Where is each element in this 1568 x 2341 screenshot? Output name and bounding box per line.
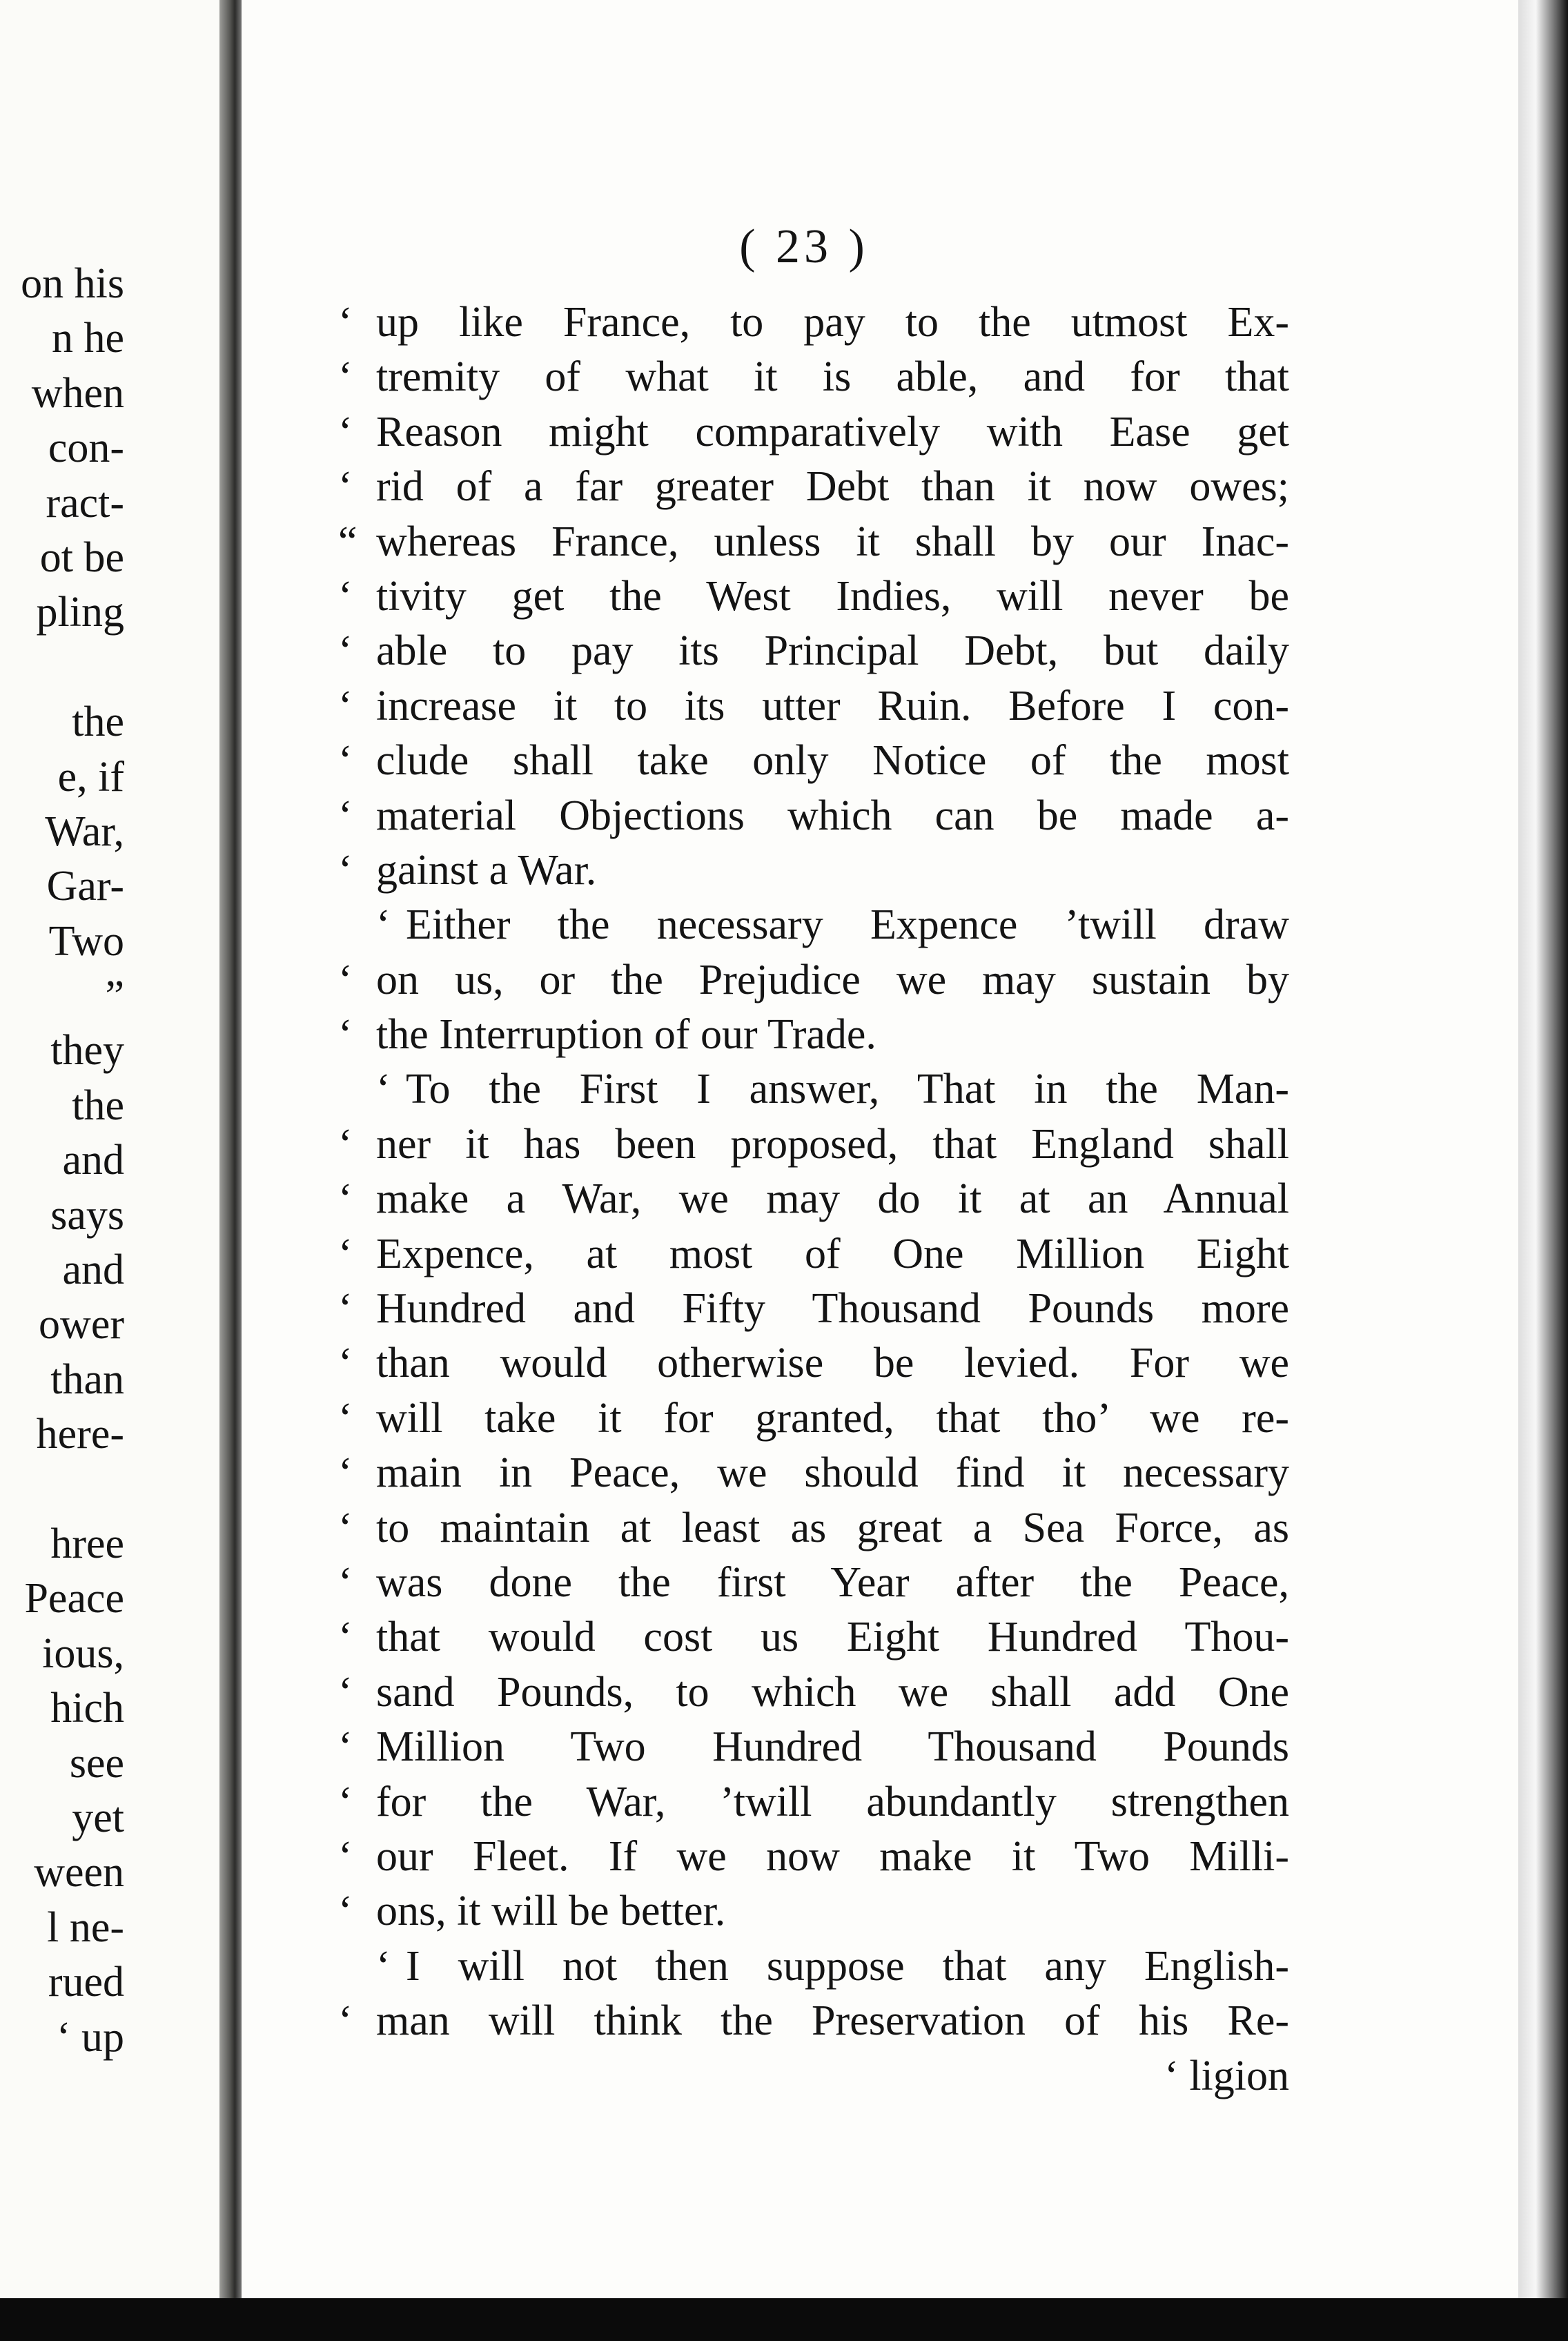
- text-line: [338, 1665, 1289, 1720]
- line-text: Expence, at most of One Million Eight: [376, 1230, 1289, 1277]
- line-text: Million Two Hundred Thousand Pounds: [376, 1723, 1289, 1771]
- quote-mark: ‘: [338, 1449, 353, 1497]
- text-line: [338, 1556, 1289, 1610]
- left-line: ”: [105, 972, 124, 1020]
- line-text: Either the necessary Expence ’twill draw: [406, 901, 1289, 949]
- quote-mark: ‘: [376, 1066, 391, 1113]
- quote-mark: ‘: [376, 1942, 391, 1990]
- quote-mark: ‘: [338, 1614, 353, 1661]
- text-line: [338, 1336, 1289, 1391]
- page-edge-shadow: [1518, 0, 1568, 2341]
- text-line: [338, 679, 1289, 734]
- line-text: I will not then suppose that any English-: [406, 1942, 1289, 1990]
- text-line: [338, 1117, 1289, 1172]
- left-line: con-: [48, 424, 124, 472]
- paragraph-start-line: [338, 1062, 1289, 1117]
- quote-mark: ‘: [338, 1340, 353, 1387]
- book-gutter: [219, 0, 242, 2305]
- left-line: Gar-: [46, 863, 124, 910]
- text-line: [338, 1610, 1289, 1665]
- text-line: [338, 405, 1289, 460]
- catchword-line: [338, 2049, 1289, 2104]
- text-line: [338, 734, 1289, 788]
- quote-mark: ‘: [338, 408, 353, 456]
- text-line: [338, 350, 1289, 404]
- line-text: tremity of what it is able, and for that: [376, 353, 1289, 401]
- left-line: rued: [48, 1959, 124, 2006]
- left-line: ract-: [46, 479, 124, 527]
- line-text: able to pay its Principal Debt, but daily: [376, 627, 1289, 675]
- left-line: War,: [45, 807, 124, 855]
- line-text: the Interruption of our Trade.: [376, 1011, 876, 1059]
- quote-mark: ‘: [338, 1230, 353, 1277]
- line-text: ons, it will be better.: [376, 1888, 726, 1935]
- left-line: yet: [72, 1794, 124, 1841]
- left-line: than: [50, 1355, 124, 1403]
- line-text: will take it for granted, that tho’ we re-: [376, 1394, 1289, 1442]
- text-line: [338, 1282, 1289, 1336]
- left-line: they: [50, 1027, 124, 1075]
- paragraph-start-line: [338, 898, 1289, 952]
- paragraph-start-line: [338, 1939, 1289, 1994]
- left-page-fragment: [0, 0, 228, 2341]
- text-line: [338, 515, 1289, 569]
- quote-mark: ‘: [338, 846, 353, 894]
- line-text: Hundred and Fifty Thousand Pounds more: [376, 1285, 1289, 1333]
- line-text: main in Peace, we should find it necessary: [376, 1449, 1289, 1497]
- scan-border: [0, 2298, 1568, 2341]
- line-text: on us, or the Prejudice we may sustain by: [376, 956, 1289, 1003]
- text-line: [338, 1391, 1289, 1446]
- left-line: when: [31, 369, 124, 417]
- quote-mark: ‘: [338, 1558, 353, 1606]
- quote-mark: ‘: [338, 572, 353, 620]
- text-line: [338, 843, 1289, 898]
- line-text: make a War, we may do it at an Annual: [376, 1175, 1289, 1223]
- text-line: [338, 569, 1289, 624]
- left-line: pling: [36, 589, 124, 636]
- left-line: [0, 1462, 124, 1517]
- quote-mark: ‘: [338, 682, 353, 729]
- quote-mark: ‘: [338, 1011, 353, 1059]
- quote-mark: ‘: [338, 737, 353, 785]
- text-line: [338, 1172, 1289, 1226]
- quote-mark: ‘: [338, 956, 353, 1003]
- line-text: that would cost us Eight Hundred Thou-: [376, 1614, 1289, 1661]
- quote-mark: ‘: [338, 463, 353, 511]
- quote-mark: ‘: [338, 1668, 353, 1716]
- line-text: To the First I answer, That in the Man-: [406, 1066, 1289, 1113]
- left-line: ween: [34, 1849, 124, 1897]
- quote-mark: ‘: [338, 627, 353, 675]
- text-line: [338, 1775, 1289, 1830]
- quote-mark: ‘: [338, 1723, 353, 1771]
- left-line: Two: [48, 917, 124, 965]
- line-text: man will think the Preservation of his Re-: [376, 1997, 1289, 2045]
- text-line: [338, 1994, 1289, 2048]
- left-line: [0, 640, 124, 695]
- left-line: e, if: [57, 753, 124, 801]
- left-line: see: [69, 1739, 124, 1787]
- left-line: n he: [51, 315, 124, 362]
- quote-mark: ‘: [338, 1504, 353, 1551]
- quote-mark: ‘: [338, 1997, 353, 2045]
- left-line: ot be: [39, 533, 124, 581]
- line-text: Reason might comparatively with Ease get: [376, 408, 1289, 456]
- line-text: whereas France, unless it shall by our Inac-: [376, 518, 1289, 565]
- left-line: hree: [50, 1520, 124, 1567]
- left-line: on his: [21, 260, 124, 307]
- text-line: [338, 953, 1289, 1008]
- text-line: [338, 1227, 1289, 1282]
- text-line: [338, 1501, 1289, 1556]
- text-line: [338, 1446, 1289, 1500]
- quote-mark: ‘: [338, 1888, 353, 1935]
- left-line: ‘ up: [56, 2013, 124, 2061]
- line-text: to maintain at least as great a Sea Force, as: [376, 1504, 1289, 1551]
- left-line: hich: [50, 1685, 124, 1732]
- left-line: the: [72, 1081, 124, 1129]
- left-line: ious,: [42, 1629, 124, 1677]
- text-line: [338, 1720, 1289, 1774]
- left-line: says: [50, 1191, 124, 1239]
- text-line: [338, 1008, 1289, 1062]
- text-line: [338, 460, 1289, 514]
- text-line: [338, 624, 1289, 678]
- page-number: ( 23 ): [739, 220, 869, 273]
- line-text: rid of a far greater Debt than it now owes;: [376, 463, 1289, 511]
- left-line: here-: [36, 1411, 124, 1458]
- left-line: the: [72, 698, 124, 746]
- left-page-text: [0, 257, 124, 2065]
- quote-mark: ‘: [338, 1175, 353, 1223]
- quote-mark: ‘: [338, 299, 353, 346]
- body-text: [338, 295, 1289, 2104]
- quote-mark: ‘: [338, 353, 353, 401]
- quote-mark: ‘: [376, 901, 391, 949]
- quote-mark: ‘: [338, 1778, 353, 1825]
- line-text: up like France, to pay to the utmost Ex-: [376, 299, 1289, 346]
- text-line: [338, 1830, 1289, 1884]
- left-line: Peace: [24, 1575, 124, 1623]
- quote-mark: ‘: [338, 1120, 353, 1168]
- line-text: gainst a War.: [376, 846, 597, 894]
- quote-mark: ‘: [338, 1285, 353, 1333]
- line-text: was done the first Year after the Peace,: [376, 1558, 1289, 1606]
- left-line: l ne-: [47, 1903, 124, 1951]
- line-text: for the War, ’twill abundantly strengthen: [376, 1778, 1289, 1825]
- quote-mark: ‘: [338, 792, 353, 839]
- line-text: material Objections which can be made a-: [376, 792, 1289, 839]
- line-text: tivity get the West Indies, will never be: [376, 572, 1289, 620]
- catchword: ‘ ligion: [1164, 2052, 1289, 2099]
- line-text: our Fleet. If we now make it Two Milli-: [376, 1832, 1289, 1880]
- line-text: increase it to its utter Ruin. Before I con-: [376, 682, 1289, 729]
- line-text: than would otherwise be levied. For we: [376, 1340, 1289, 1387]
- quote-mark: “: [338, 518, 357, 565]
- line-text: clude shall take only Notice of the most: [376, 737, 1289, 785]
- text-line: [338, 789, 1289, 843]
- left-line: and: [62, 1246, 124, 1294]
- left-line: ower: [39, 1301, 124, 1349]
- quote-mark: ‘: [338, 1832, 353, 1880]
- text-line: [338, 1884, 1289, 1939]
- line-text: sand Pounds, to which we shall add One: [376, 1668, 1289, 1716]
- left-line: and: [62, 1137, 124, 1184]
- text-line: [338, 295, 1289, 350]
- quote-mark: ‘: [338, 1394, 353, 1442]
- line-text: ner it has been proposed, that England shall: [376, 1120, 1289, 1168]
